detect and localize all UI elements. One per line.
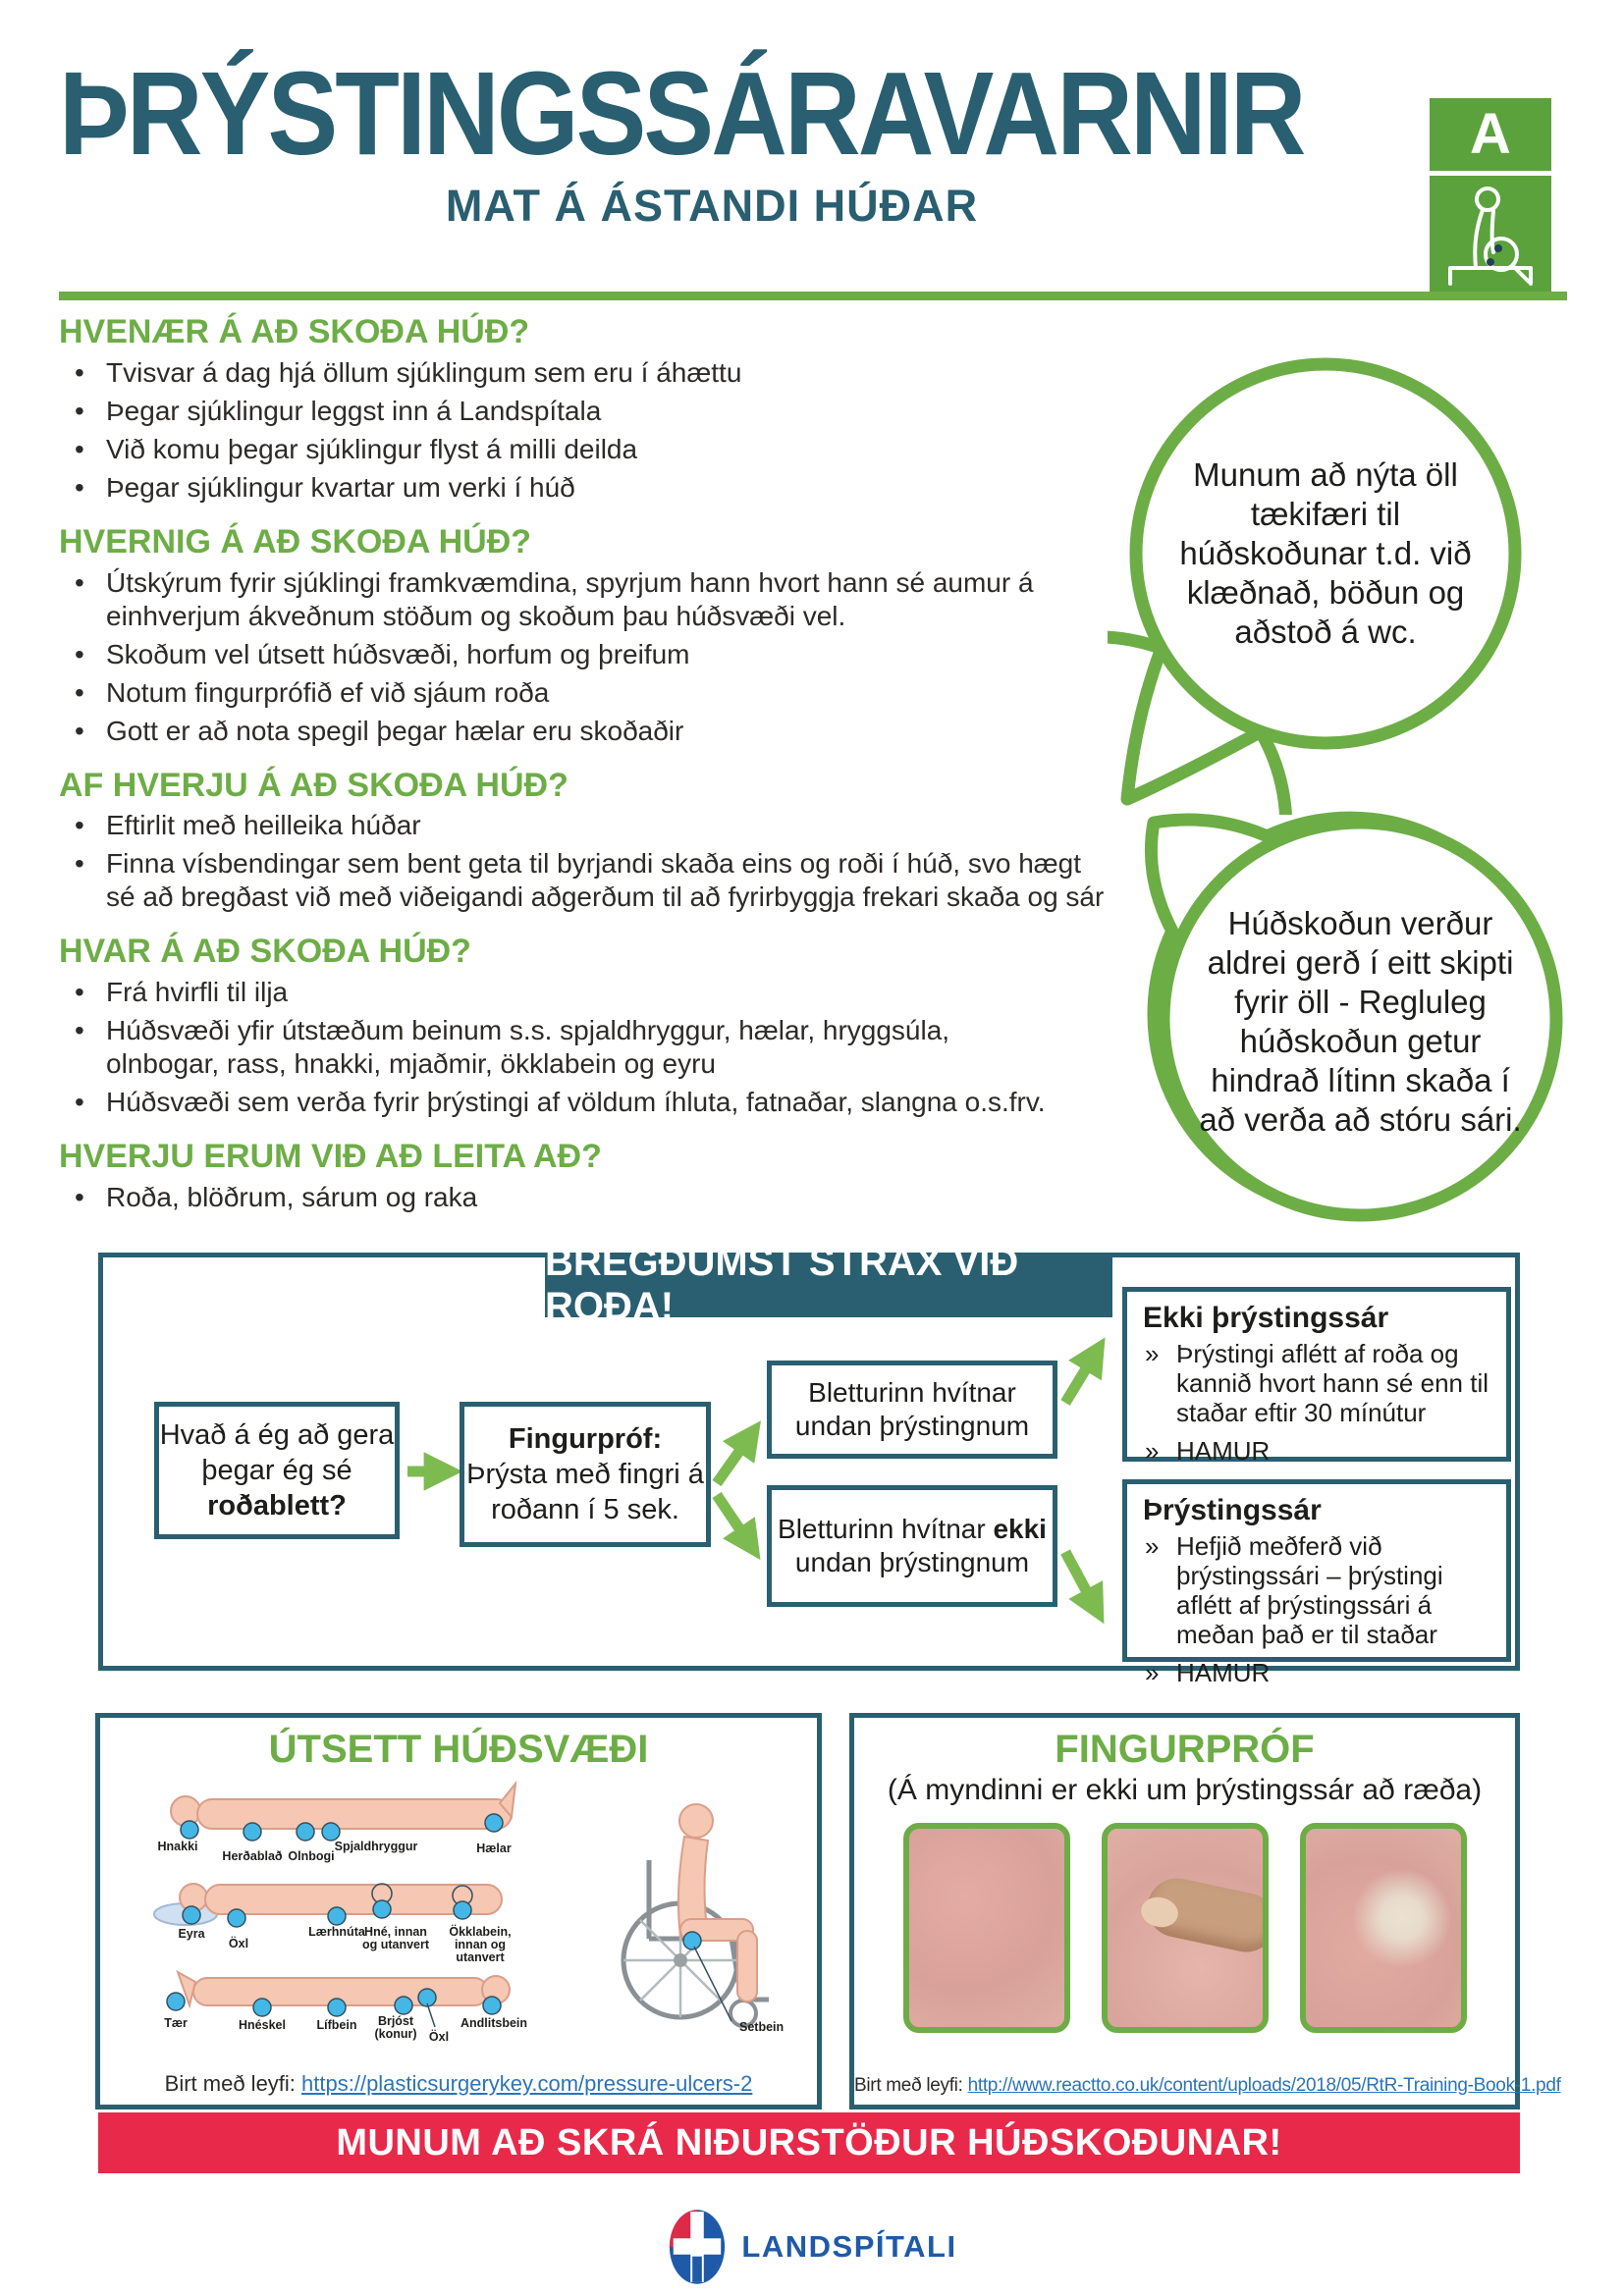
header-divider	[59, 292, 1567, 300]
svg-text:Olnbogi: Olnbogi	[288, 1849, 335, 1863]
bullet-item: • Notum fingurprófið ef við sjáum roða	[59, 676, 1051, 710]
flow-start-box	[154, 1402, 400, 1539]
svg-text:Eyra: Eyra	[178, 1927, 205, 1941]
svg-text:Spjaldhryggur: Spjaldhryggur	[334, 1840, 418, 1853]
svg-text:Hnéskel: Hnéskel	[239, 2018, 286, 2032]
bullet-item: • Húðsvæði sem verða fyrir þrýstingi af völdum íhluta, fatnaðar, slangna o.s.frv.	[59, 1086, 1051, 1119]
skin-panel-title: ÚTSETT HÚÐSVÆÐI	[268, 1728, 649, 1771]
bullet-item: • Gott er að nota spegil þegar hælar eru skoðaðir	[59, 715, 1051, 748]
svg-text:Brjóst(konur): Brjóst (konur)	[374, 2014, 417, 2041]
flowchart-title: BREGÐUMST STRAX VIÐ ROÐA!	[545, 1253, 1112, 1317]
svg-text:Hælar: Hælar	[476, 1842, 512, 1855]
bullet-item: • Útskýrum fyrir sjúklingi framkvæmdina, spyrjum hann hvort hann sé aumur á einhverjum ákveðnum stöðum og skoðum þau húðsvæði vel.	[59, 566, 1051, 633]
finger-panel-title: FINGURPRÓF	[1055, 1728, 1315, 1771]
outcome-bold: ekki	[993, 1514, 1047, 1544]
outcome-text: Bletturinn hvítnar undan þrýstingnum	[794, 1377, 1030, 1441]
photo-red-skin	[903, 1823, 1070, 2033]
panel-title: Ekki þrýstingssár	[1143, 1302, 1389, 1334]
section-heading: HVERJU ERUM VIÐ AÐ LEITA AÐ?	[59, 1138, 602, 1176]
finger-test-photos	[854, 1823, 1515, 2033]
panel-title: Þrýstingssár	[1143, 1494, 1322, 1526]
landspitali-logo-text: LANDSPÍTALI	[741, 2229, 957, 2264]
plasticsurgerykey-link[interactable]: https://plasticsurgerykey.com/pressure-ulcers-2	[301, 2071, 753, 2096]
result-panel-not-pressure-ulcer	[1122, 1287, 1511, 1466]
figure-wheelchair	[623, 1804, 784, 2034]
figure-prone	[164, 1972, 527, 2044]
flow-fingertest-box	[460, 1402, 711, 1547]
seated-person-magnifier-icon	[1430, 176, 1551, 292]
svg-text:Tær: Tær	[164, 2016, 188, 2030]
panel-item: » HAMUR	[1143, 1658, 1490, 1687]
credit-prefix: Birt með leyfi:	[854, 2075, 968, 2096]
section-heading: AF HVERJU Á AÐ SKOÐA HÚÐ?	[59, 766, 568, 804]
flow-outcome-no-blanch	[767, 1485, 1057, 1607]
page-title: ÞRÝSTINGSSÁRAVARNIR	[59, 46, 1304, 180]
bullet-item: • Þegar sjúklingur leggst inn á Landspítala	[59, 395, 1114, 428]
svg-text:Andlitsbein: Andlitsbein	[460, 2016, 528, 2030]
pressure-points-diagram	[103, 1774, 814, 2051]
bullet-item: • Þegar sjúklingur kvartar um verki í húð	[59, 471, 1114, 505]
section-hvernig	[59, 522, 1114, 748]
start-text: Hvað á ég að gera þegar ég sé	[159, 1419, 395, 1486]
flowchart-redness-response	[98, 1241, 1520, 1687]
stage-badge	[1430, 98, 1551, 292]
section-hvar	[59, 932, 1114, 1119]
bullet-item: • Skoðum vel útsett húðsvæði, horfum og þreifum	[59, 638, 1051, 671]
section-heading: HVENÆR Á AÐ SKOÐA HÚÐ?	[59, 313, 530, 350]
panel-item: » HAMUR	[1143, 1436, 1490, 1466]
reactto-link[interactable]: http://www.reactto.co.uk/content/uploads/2018/05/RtR-Training-Book-1.pdf	[967, 2075, 1561, 2096]
bullet-item: • Eftirlit með heilleika húðar	[59, 809, 1105, 842]
speech-bubble-opportunities	[1108, 346, 1549, 815]
footer	[0, 2207, 1624, 2287]
svg-text:Setbein: Setbein	[739, 2020, 785, 2034]
finger-text: Þrýsta með fingri á roðann í 5 sek.	[466, 1459, 704, 1525]
finger-title: Fingurpróf:	[508, 1423, 663, 1455]
svg-text:Öxl: Öxl	[428, 2030, 450, 2044]
bullet-item: • Frá hvirfli til ilja	[59, 976, 1051, 1009]
bullet-item: • Húðsvæði yfir útstæðum beinum s.s. spjaldhryggur, hælar, hryggsúla, olnbogar, rass, hnakki, mjaðmir, ökklabein og eyru	[59, 1014, 1051, 1081]
photo-finger-pressing	[1102, 1823, 1269, 2033]
section-hvenaer	[59, 312, 1114, 505]
section-heading: HVERNIG Á AÐ SKOÐA HÚÐ?	[59, 522, 532, 561]
svg-text:Ökklabein,innan ogutanvert: Ökklabein, innan og utanvert	[449, 1925, 512, 1964]
bullet-item: • Finna vísbendingar sem bent geta til byrjandi skaða eins og roði í húð, svo hægt sé að bregðast við með viðeigandi aðgerðum til að fyrirbyggja frekari skaða og sár	[59, 847, 1105, 914]
photo-blanched-spot	[1300, 1823, 1467, 2033]
finger-test-panel	[849, 1713, 1561, 2109]
panel-item: » Hefjið meðferð við þrýstingssári – þrýstingi aflétt af þrýstingssári á meðan það er til staðar	[1143, 1531, 1490, 1649]
section-hverju-leita	[59, 1137, 1114, 1214]
svg-text:Herðablað: Herðablað	[222, 1849, 283, 1863]
outcome-pre: Bletturinn hvítnar	[778, 1514, 994, 1544]
stage-letter: A	[1430, 98, 1551, 171]
start-bold: roðablett?	[207, 1490, 347, 1522]
svg-text:Öxl: Öxl	[228, 1937, 249, 1950]
svg-text:Hné, innanog utanvert: Hné, innan og utanvert	[361, 1925, 430, 1951]
section-af-hverju	[59, 766, 1114, 915]
finger-panel-subtitle: (Á myndinni er ekki um þrýstingssár að ræða)	[887, 1774, 1483, 1806]
bullet-item: • Roða, blöðrum, sárum og raka	[59, 1181, 1114, 1214]
bullet-item: • Við komu þegar sjúklingur flyst á milli deilda	[59, 433, 1114, 466]
section-heading: HVAR Á AÐ SKOÐA HÚÐ?	[59, 933, 471, 971]
reminder-banner: MUNUM AÐ SKRÁ NIÐURSTÖÐUR HÚÐSKOÐUNAR!	[98, 2112, 1520, 2173]
figure-supine	[158, 1784, 516, 1863]
page-subtitle: MAT Á ÁSTANDI HÚÐAR	[445, 180, 979, 231]
credit-prefix: Birt með leyfi:	[164, 2071, 302, 2096]
bullet-item: • Tvisvar á dag hjá öllum sjúklingum sem eru í áhættu	[59, 356, 1114, 390]
content-sections	[59, 312, 1114, 1219]
header	[59, 46, 1365, 232]
svg-text:Lífbein: Lífbein	[316, 2018, 357, 2032]
svg-text:Hnakki: Hnakki	[157, 1840, 198, 1853]
speech-bubble-regular-check	[1129, 783, 1591, 1255]
figure-side-lying	[154, 1884, 512, 1964]
landspitali-logo-icon	[667, 2207, 728, 2287]
flow-outcome-blanches	[767, 1361, 1057, 1459]
bubble-text: Munum að nýta öll tækifæri til húðskoðunar t.d. við klæðnað, böðun og aðstoð á wc.	[1179, 456, 1472, 650]
bubble-text: Húðskoðun verður aldrei gerð í eitt skipti fyrir öll - Regluleg húðskoðun getur hindrað lítinn skaða í að verða að stóru sári.	[1199, 905, 1522, 1138]
result-panel-pressure-ulcer	[1122, 1479, 1511, 1687]
right-panel-credit	[854, 2075, 1561, 2097]
outcome-post: undan þrýstingnum	[794, 1547, 1030, 1577]
left-panel-credit	[100, 2071, 817, 2097]
svg-text:Lærhnúta: Lærhnúta	[308, 1925, 365, 1939]
panel-item: » Þrýstingi aflétt af roða og kannið hvort hann sé enn til staðar eftir 30 mínútur	[1143, 1339, 1490, 1427]
exposed-skin-areas-panel	[95, 1713, 822, 2109]
